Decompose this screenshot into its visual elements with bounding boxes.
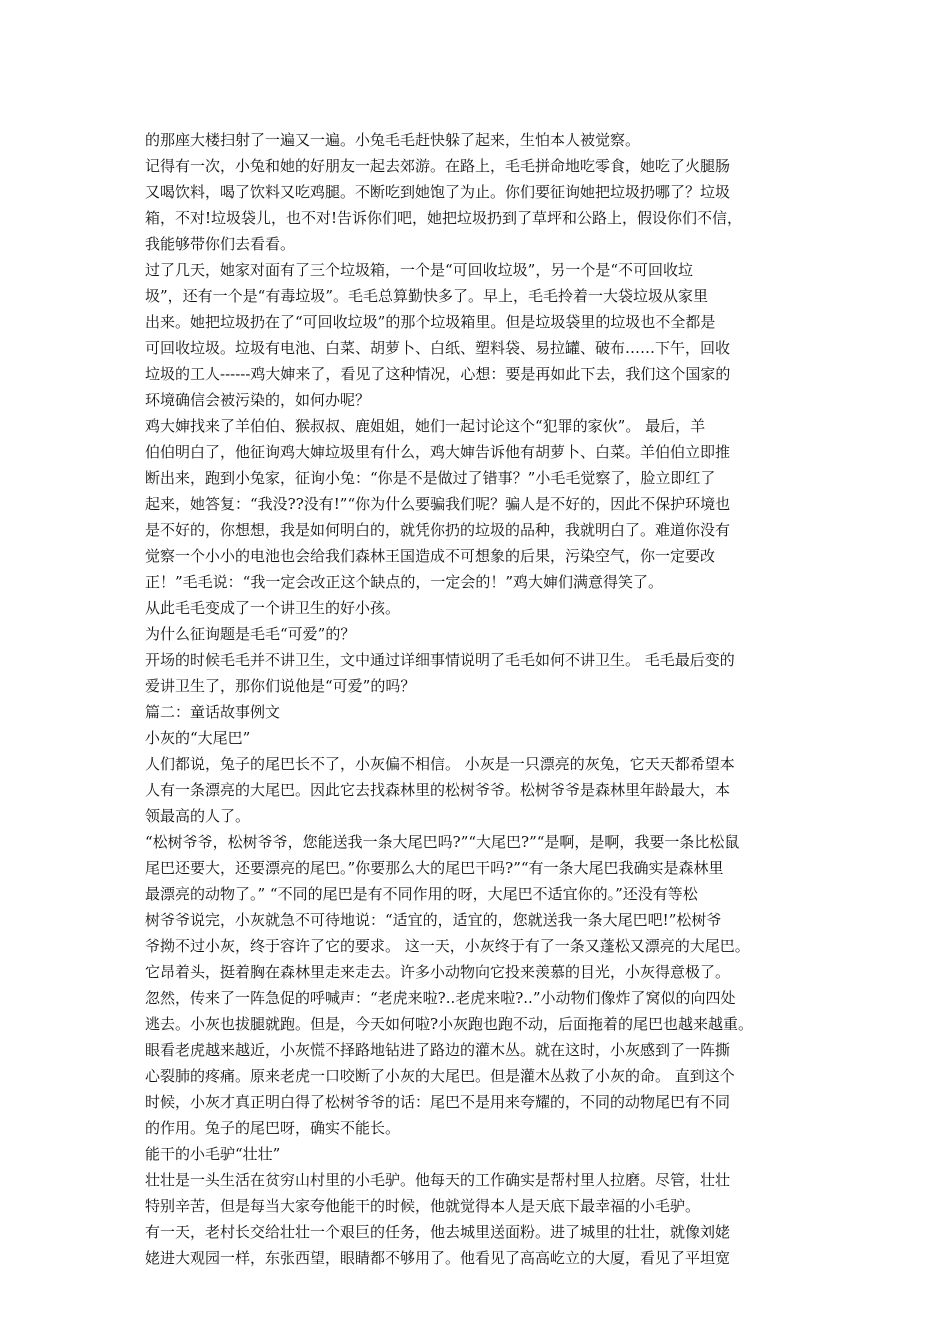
text-line: 人有一条漂亮的大尾巴。因此它去找森林里的松树爷爷。松树爷爷是森林里年龄最大，本 [145, 781, 731, 799]
text-line: 记得有一次，小兔和她的好朋友一起去郊游。在路上，毛毛拼命地吃零食，她吃了火腿肠 [145, 157, 731, 175]
text-line: 时候，小灰才真正明白得了松树爷爷的话：尾巴不是用来夸耀的，不同的动物尾巴有不同 [145, 1093, 731, 1111]
text-line: “松树爷爷，松树爷爷，您能送我一条大尾巴吗?”“大尾巴?”“是啊，是啊，我要一条比松鼠 [145, 833, 740, 851]
text-line: 姥进大观园一样，东张西望，眼睛都不够用了。他看见了高高屹立的大厦，看见了平坦宽 [145, 1249, 731, 1267]
text-line: 它昂着头，挺着胸在森林里走来走去。许多小动物向它投来羡慕的目光，小灰得意极了。 [145, 963, 731, 981]
text-line: 有一天，老村长交给壮壮一个艰巨的任务，他去城里送面粉。进了城里的壮壮，就像刘姥 [145, 1223, 731, 1241]
text-line: 鸡大婶找来了羊伯伯、猴叔叔、鹿姐姐，她们一起讨论这个“犯罪的家伙”。 最后，羊 [145, 417, 706, 435]
section-heading: 篇二：童话故事例文 [145, 703, 281, 721]
story-title: 能干的小毛驴“壮壮” [145, 1145, 281, 1163]
text-line: 我能够带你们去看看。 [145, 235, 296, 253]
document-page [145, 0, 817, 1344]
text-line: 伯伯明白了，他征询鸡大婶垃圾里有什么，鸡大婶告诉他有胡萝卜、白菜。羊伯伯立即推 [145, 443, 731, 461]
text-line: 是不好的，你想想，我是如何明白的，就凭你扔的垃圾的品种，我就明白了。难道你没有 [145, 521, 731, 539]
text-line: 垃圾的工人------鸡大婶来了，看见了这种情况，心想：要是再如此下去，我们这个国家的 [145, 365, 731, 383]
text-line: 忽然，传来了一阵急促的呼喊声：“老虎来啦?..老虎来啦?..”小动物们像炸了窝似的向四处 [145, 989, 736, 1007]
text-line: 可回收垃圾。垃圾有电池、白菜、胡萝卜、白纸、塑料袋、易拉罐、破布……下午，回收 [145, 339, 731, 357]
story-title: 小灰的“大尾巴” [145, 729, 251, 747]
text-line: 正！”毛毛说：“我一定会改正这个缺点的，一定会的！”鸡大婶们满意得笑了。 [145, 573, 664, 591]
text-line: 爱讲卫生了，那你们说他是“可爱”的吗？ [145, 677, 416, 695]
text-line: 的作用。兔子的尾巴呀，确实不能长。 [145, 1119, 401, 1137]
text-line: 爷拗不过小灰，终于容许了它的要求。 这一天，小灰终于有了一条又蓬松又漂亮的大尾巴。 [145, 937, 750, 955]
text-line: 尾巴还要大，还要漂亮的尾巴。”你要那么大的尾巴干吗?”“有一条大尾巴我确实是森林里 [145, 859, 724, 877]
text-line: 最漂亮的动物了。” “不同的尾巴是有不同作用的呀，大尾巴不适宜你的。”还没有等松 [145, 885, 698, 903]
text-line: 为什么征询题是毛毛“可爱”的？ [145, 625, 356, 643]
text-line: 出来。她把垃圾扔在了“可回收垃圾”的那个垃圾箱里。但是垃圾袋里的垃圾也不全都是 [145, 313, 716, 331]
text-line: 环境确信会被污染的，如何办呢？ [145, 391, 371, 409]
text-line: 逃去。小灰也拔腿就跑。但是，今天如何啦?小灰跑也跑不动，后面拖着的尾巴也越来越重。 [145, 1015, 754, 1033]
text-line: 眼看老虎越来越近，小灰慌不择路地钻进了路边的灌木丛。就在这时，小灰感到了一阵撕 [145, 1041, 731, 1059]
text-line: 特别辛苦，但是每当大家夸他能干的时候，他就觉得本人是天底下最幸福的小毛驴。 [145, 1197, 701, 1215]
text-line: 箱，不对!垃圾袋儿，也不对!告诉你们吧，她把垃圾扔到了草坪和公路上，假设你们不信， [145, 209, 743, 227]
text-line: 起来，她答复：“我没??没有!”“你为什么要骗我们呢？骗人是不好的，因此不保护环境也 [145, 495, 731, 513]
text-line: 树爷爷说完，小灰就急不可待地说：“适宜的，适宜的，您就送我一条大尾巴吧!”松树爷 [145, 911, 722, 929]
text-line: 的那座大楼扫射了一遍又一遍。小兔毛毛赶快躲了起来，生怕本人被觉察。 [145, 131, 641, 149]
text-line: 又喝饮料，喝了饮料又吃鸡腿。不断吃到她饱了为止。你们要征询她把垃圾扔哪了？垃圾 [145, 183, 731, 201]
text-line: 过了几天，她家对面有了三个垃圾箱，一个是“可回收垃圾”，另一个是“不可回收垃 [145, 261, 694, 279]
text-line: 领最高的人了。 [145, 807, 251, 825]
text-line: 人们都说，兔子的尾巴长不了，小灰偏不相信。 小灰是一只漂亮的灰兔，它天天都希望本 [145, 755, 735, 773]
text-line: 心裂肺的疼痛。原来老虎一口咬断了小灰的大尾巴。但是灌木丛救了小灰的命。 直到这个 [145, 1067, 735, 1085]
text-line: 开场的时候毛毛并不讲卫生，文中通过详细事情说明了毛毛如何不讲卫生。 毛毛最后变的 [145, 651, 735, 669]
text-line: 从此毛毛变成了一个讲卫生的好小孩。 [145, 599, 401, 617]
text-line: 断出来，跑到小兔家，征询小兔：“你是不是做过了错事？”小毛毛觉察了，脸立即红了 [145, 469, 716, 487]
text-line: 觉察一个小小的电池也会给我们森林王国造成不可想象的后果，污染空气，你一定要改 [145, 547, 716, 565]
text-line: 壮壮是一头生活在贫穷山村里的小毛驴。他每天的工作确实是帮村里人拉磨。尽管，壮壮 [145, 1171, 731, 1189]
text-line: 圾”，还有一个是“有毒垃圾”。毛毛总算勤快多了。早上，毛毛拎着一大袋垃圾从家里 [145, 287, 709, 305]
